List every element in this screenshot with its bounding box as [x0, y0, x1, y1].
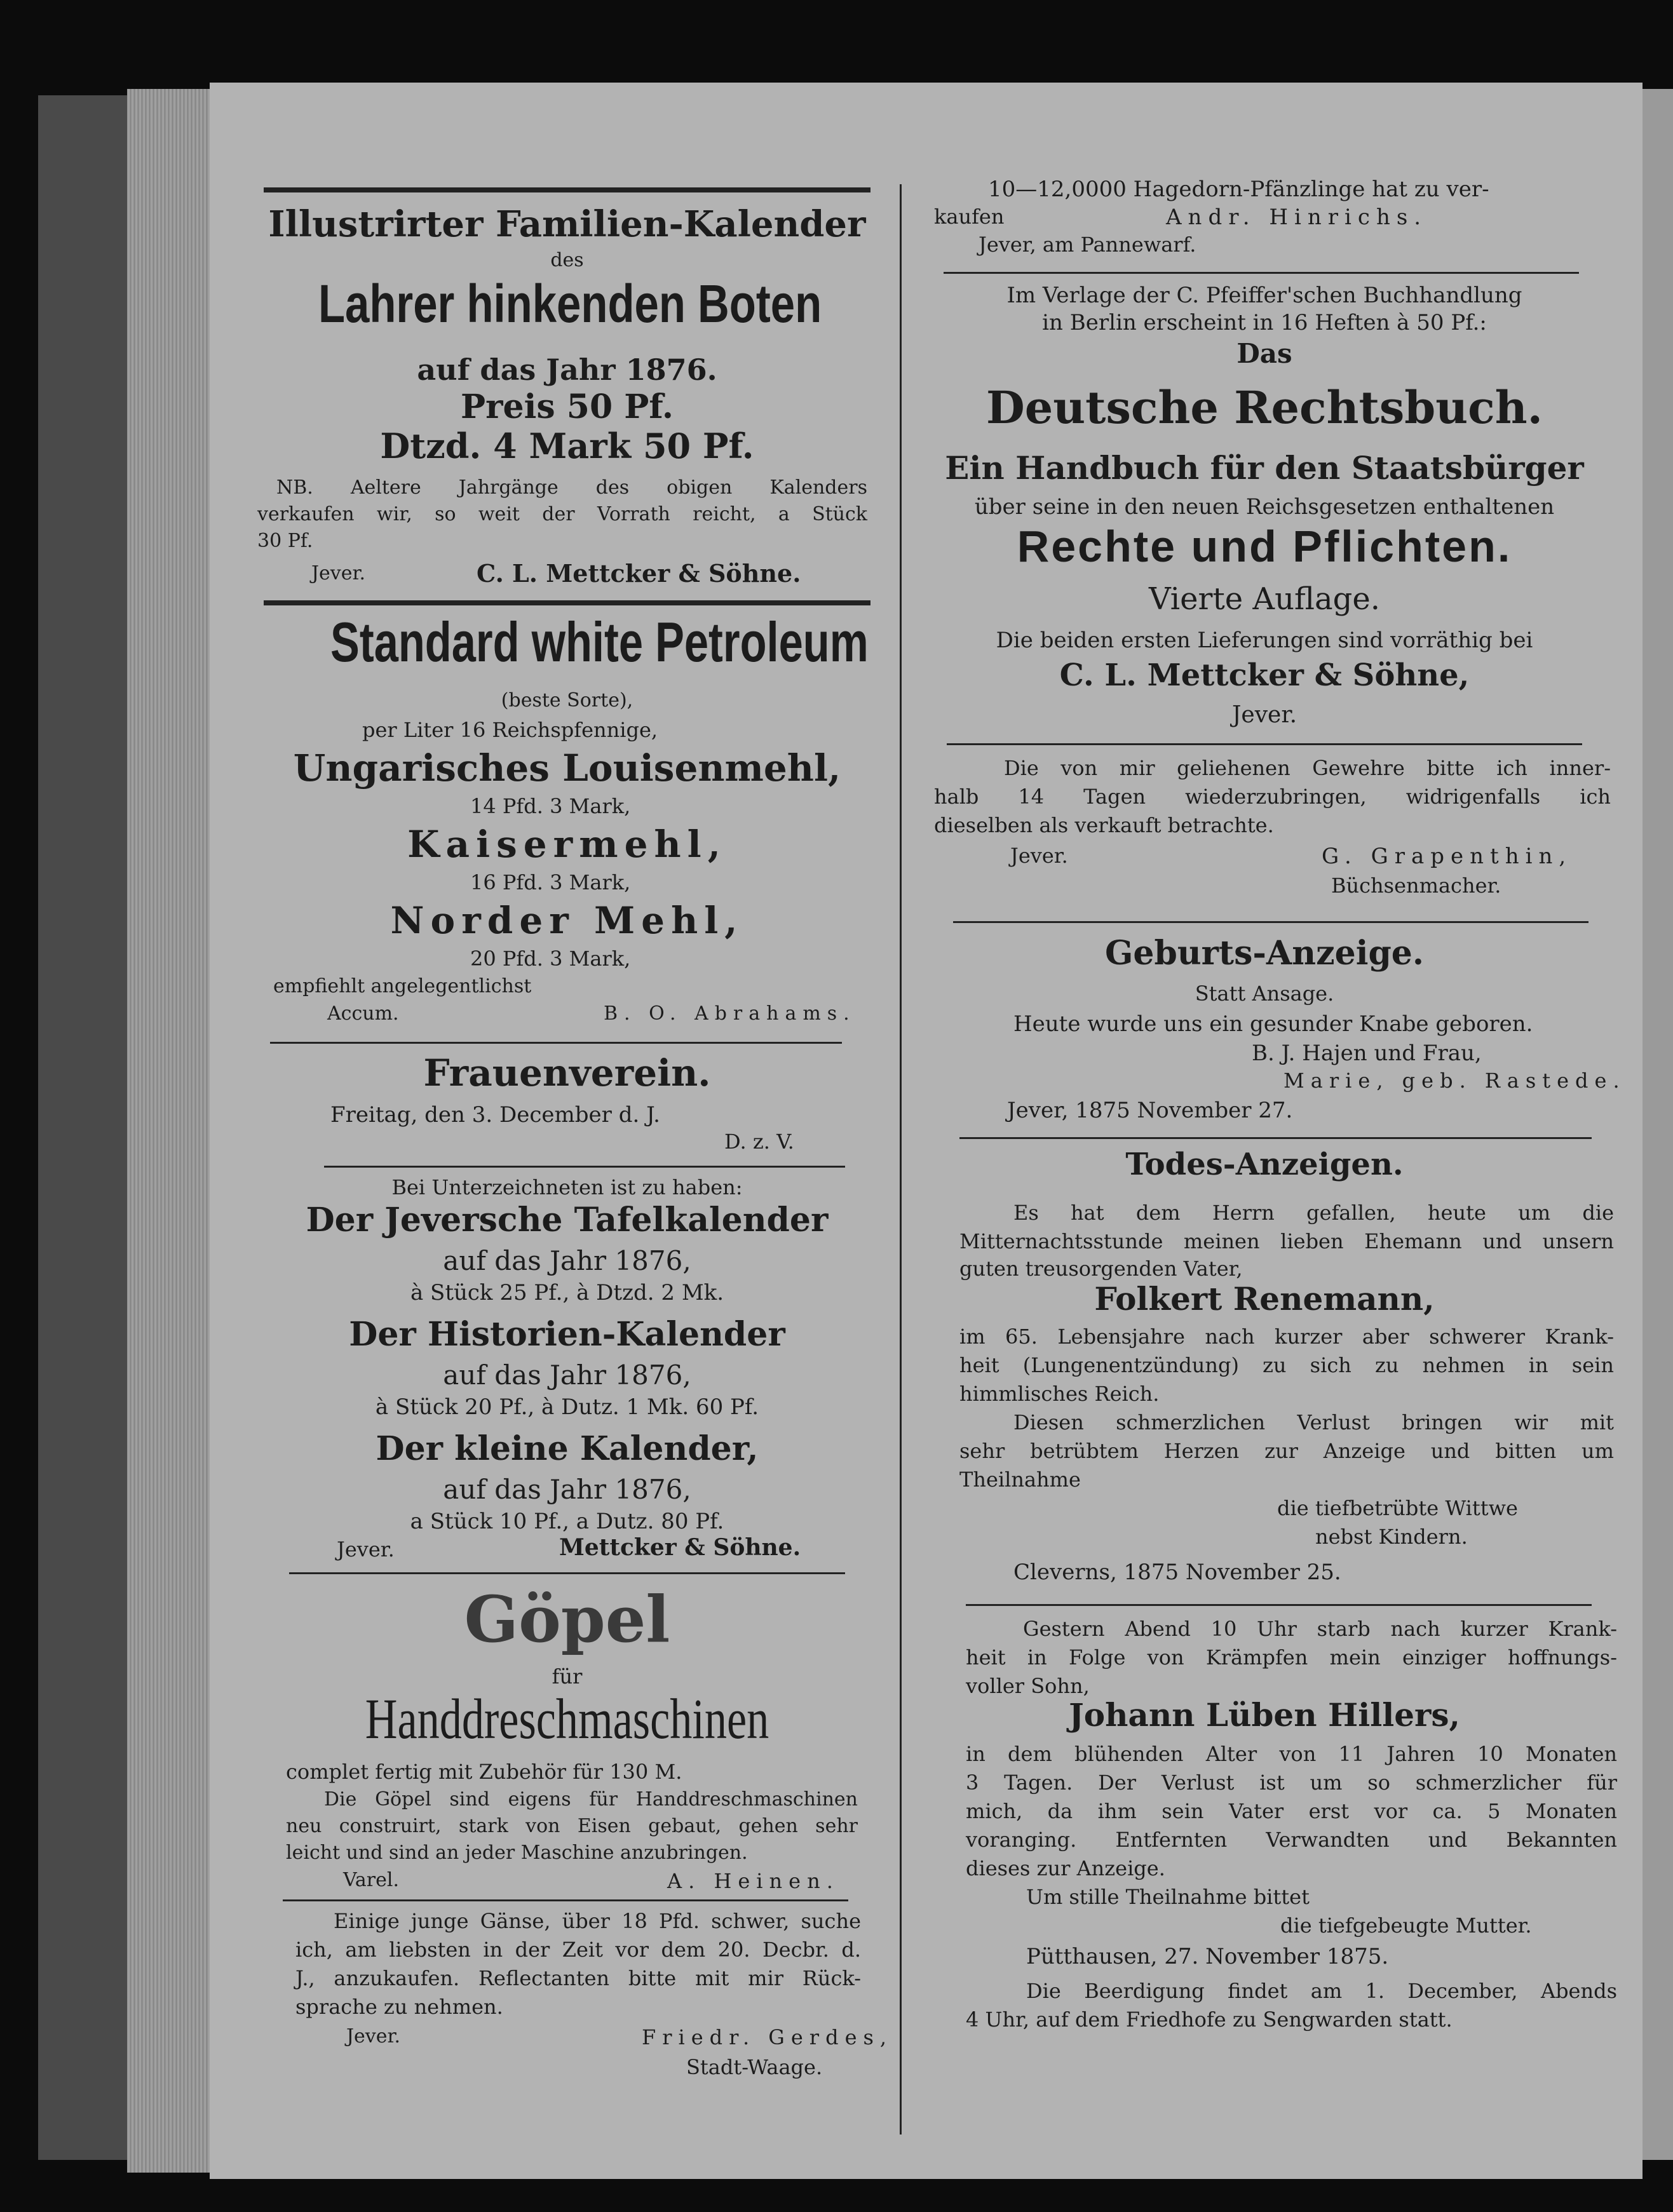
frauenverein-date: Freitag, den 3. December d. J. [330, 1102, 660, 1128]
rule-after-todes [966, 1604, 1592, 1606]
gaense-firm-1: Friedr. Gerdes, [642, 2025, 893, 2049]
todes-sign-1: die tiefbetrübte Wittwe [1277, 1496, 1518, 1520]
goepel-maschinen: Handdreschmaschinen [365, 1688, 769, 1751]
hillers-text-7: voranging. Entfernten Verwandten und Bekannten [966, 1828, 1617, 1852]
petroleum-price-2: 16 Pfd. 3 Mark, [470, 870, 631, 894]
goepel-text-3: leicht und sind an jeder Maschine anzubringen. [286, 1842, 748, 1864]
gewehre-text-1: Die von mir geliehenen Gewehre bitte ich inner- [1004, 756, 1611, 780]
petroleum-sorte: (beste Sorte), [501, 689, 633, 711]
gaense-firm-2: Stadt-Waage. [686, 2055, 823, 2079]
todes-text-8: sehr betrübtem Herzen zur Anzeige und bitten um [959, 1439, 1614, 1463]
hillers-sign: die tiefgebeugte Mutter. [1280, 1913, 1532, 1938]
hillers-text-6: mich, da ihm sein Vater erst vor ca. 5 Monaten [966, 1799, 1617, 1823]
petroleum-kaisermehl: Kaisermehl, [407, 823, 727, 866]
todes-text-2: Mitternachtsstunde meinen lieben Ehemann und unsern [959, 1229, 1614, 1253]
facing-page-edge [1643, 89, 1673, 2160]
geburt-title: Geburts-Anzeige. [1105, 934, 1424, 973]
tafel-price-1: à Stück 25 Pf., à Dtzd. 2 Mk. [410, 1280, 724, 1305]
gewehre-text-2: halb 14 Tagen wiederzubringen, widrigenfalls ich [934, 785, 1611, 809]
rule-after-hagedorn [944, 272, 1579, 274]
goepel-complet: complet fertig mit Zubehör für 130 M. [286, 1760, 682, 1784]
rechtsbuch-lieferungen: Die beiden ersten Lieferungen sind vorräthig bei [996, 628, 1533, 653]
rechtsbuch-verlag-2: in Berlin erscheint in 16 Heften à 50 Pf.: [1042, 310, 1487, 335]
hillers-text-3: voller Sohn, [966, 1674, 1090, 1698]
gaense-text-3: J., anzukaufen. Reflectanten bitte mit mir Rück- [295, 1966, 861, 1990]
column-divider [900, 184, 902, 2134]
hillers-name: Johann Lüben Hillers, [1069, 1696, 1460, 1734]
petroleum-nordermehl: Norder Mehl, [390, 899, 744, 942]
newspaper-page [210, 83, 1643, 2179]
todes-text-3: guten treusorgenden Vater, [959, 1257, 1243, 1281]
tafel-title-2: Der Historien-Kalender [349, 1315, 785, 1354]
hillers-text-4: in dem blühenden Alter von 11 Jahren 10 Monaten [966, 1742, 1617, 1766]
petroleum-louisenmehl: Ungarisches Louisenmehl, [293, 746, 841, 790]
gaense-text-2: ich, am liebsten in der Zeit vor dem 20. Decbr. d. [295, 1938, 861, 1962]
kalender-place: Jever. [311, 562, 366, 584]
hagedorn-seller: Andr. Hinrichs. [1166, 205, 1428, 230]
gaense-text-4: sprache zu nehmen. [295, 1995, 503, 2019]
todes-text-4: im 65. Lebensjahre nach kurzer aber schwerer Krank- [959, 1325, 1614, 1349]
kalender-boten: Lahrer hinkenden Boten [318, 274, 822, 334]
gaense-text-1: Einige junge Gänse, über 18 Pfd. schwer, suche [334, 1909, 861, 1933]
todes-date: Cleverns, 1875 November 25. [1013, 1560, 1341, 1585]
geburt-parents-2: Marie, geb. Rastede. [1284, 1069, 1626, 1093]
rule-after-frauenverein [324, 1166, 845, 1168]
rechtsbuch-ueber: über seine in den neuen Reichsgesetzen enthaltenen [974, 494, 1555, 520]
todes-text-5: heit (Lungenentzündung) zu sich zu nehmen in sein [959, 1353, 1614, 1377]
gewehre-firm-2: Büchsenmacher. [1331, 873, 1501, 898]
todes-text-7: Diesen schmerzlichen Verlust bringen wir mit [1013, 1410, 1614, 1434]
petroleum-title: Standard white Petroleum [330, 610, 869, 673]
tafel-price-2: à Stück 20 Pf., à Dutz. 1 Mk. 60 Pf. [375, 1394, 759, 1420]
kalender-nb-3: 30 Pf. [257, 530, 313, 552]
rechtsbuch-auflage: Vierte Auflage. [1148, 581, 1381, 617]
hillers-text-11: 4 Uhr, auf dem Friedhofe zu Sengwarden statt. [966, 2007, 1453, 2032]
frauenverein-sign: D. z. V. [724, 1130, 794, 1154]
geburt-date: Jever, 1875 November 27. [1007, 1098, 1293, 1123]
tafel-jahr-2: auf das Jahr 1876, [443, 1359, 691, 1391]
rechtsbuch-handbuch: Ein Handbuch für den Staatsbürger [945, 449, 1584, 487]
rule-after-tafel [289, 1572, 845, 1574]
rule-after-rechtsbuch [947, 743, 1582, 745]
kalender-firm: C. L. Mettcker & Söhne. [477, 559, 801, 588]
petroleum-price-3: 20 Pfd. 3 Mark, [470, 947, 631, 971]
rule-after-petroleum [270, 1042, 842, 1044]
tafel-firm: Mettcker & Söhne. [559, 1534, 801, 1561]
rule-after-gewehre [953, 921, 1588, 923]
gewehre-firm-1: G. Grapenthin, [1322, 844, 1573, 869]
kalender-nb-1: NB. Aeltere Jahrgänge des obigen Kalenders [276, 476, 867, 499]
gewehre-text-3: dieselben als verkauft betrachte. [934, 813, 1274, 837]
kalender-nb-2: verkaufen wir, so weit der Vorrath reicht, a Stück [257, 503, 867, 525]
rule-after-kalender [264, 600, 870, 605]
petroleum-empfiehlt: empfiehlt angelegentlichst [273, 975, 532, 997]
hagedorn-text-1: 10—12,0000 Hagedorn-Pfänzlinge hat zu ver- [988, 177, 1489, 202]
kalender-jahr: auf das Jahr 1876. [417, 353, 717, 387]
goepel-fuer: für [552, 1664, 583, 1689]
todes-text-6: himmlisches Reich. [959, 1382, 1160, 1406]
goepel-place: Varel. [343, 1869, 400, 1891]
todes-text-1: Es hat dem Herrn gefallen, heute um die [1013, 1201, 1614, 1225]
todes-text-9: Theilnahme [959, 1467, 1081, 1492]
hillers-text-10: Die Beerdigung findet am 1. December, Abends [1026, 1979, 1617, 2003]
geburt-parents-1: B. J. Hajen und Frau, [1252, 1041, 1482, 1066]
tafel-jahr-1: auf das Jahr 1876, [443, 1245, 691, 1276]
tafel-title-3: Der kleine Kalender, [376, 1429, 759, 1468]
rechtsbuch-rechte: Rechte und Pflichten. [1017, 522, 1512, 571]
petroleum-price-1: 14 Pfd. 3 Mark, [470, 794, 631, 818]
rule-after-geburt [959, 1137, 1592, 1139]
kalender-title: Illustrirter Familien-Kalender [268, 203, 866, 245]
hagedorn-place: Jever, am Pannewarf. [979, 233, 1196, 257]
rule-after-goepel [283, 1899, 848, 1901]
petroleum-place: Accum. [327, 1002, 399, 1025]
tafel-price-3: a Stück 10 Pf., a Dutz. 80 Pf. [410, 1509, 724, 1534]
petroleum-liter: per Liter 16 Reichspfennige, [362, 718, 658, 742]
rechtsbuch-title: Deutsche Rechtsbuch. [986, 381, 1543, 434]
book-spine [38, 95, 130, 2160]
tafel-title-1: Der Jeversche Tafelkalender [306, 1201, 829, 1239]
hillers-date: Pütthausen, 27. November 1875. [1026, 1944, 1389, 1969]
tafel-intro: Bei Unterzeichneten ist zu haben: [391, 1175, 743, 1199]
top-rule-left [264, 187, 870, 192]
hillers-text-1: Gestern Abend 10 Uhr starb nach kurzer Krank- [1023, 1617, 1617, 1641]
kalender-des: des [550, 249, 584, 271]
rechtsbuch-firm: C. L. Mettcker & Söhne, [1059, 658, 1470, 693]
rechtsbuch-das: Das [1236, 338, 1292, 369]
rechtsbuch-verlag-1: Im Verlage der C. Pfeiffer'schen Buchhandlung [1006, 283, 1522, 308]
todes-name: Folkert Renemann, [1094, 1280, 1435, 1318]
rechtsbuch-place: Jever. [1231, 702, 1297, 728]
goepel-firm: A. Heinen. [667, 1869, 839, 1893]
geburt-ansage: Statt Ansage. [1195, 981, 1334, 1006]
todes-title: Todes-Anzeigen. [1125, 1147, 1404, 1182]
hillers-text-9: Um stille Theilnahme bittet [1026, 1885, 1310, 1909]
goepel-title: Göpel [464, 1582, 670, 1657]
kalender-preis: Preis 50 Pf. [461, 388, 674, 426]
hagedorn-text-2a: kaufen [934, 205, 1005, 229]
tafel-place: Jever. [337, 1537, 395, 1561]
hillers-text-5: 3 Tagen. Der Verlust ist um so schmerzlicher für [966, 1770, 1617, 1795]
todes-sign-2: nebst Kindern. [1315, 1525, 1468, 1549]
page-edges [127, 89, 210, 2173]
gaense-place: Jever. [346, 2025, 401, 2047]
hillers-text-8: dieses zur Anzeige. [966, 1856, 1165, 1880]
petroleum-firm: B. O. Abrahams. [604, 1002, 856, 1025]
goepel-text-1: Die Göpel sind eigens für Handdreschmaschinen [324, 1788, 858, 1811]
gewehre-place: Jever. [1010, 844, 1068, 868]
kalender-dtzd: Dtzd. 4 Mark 50 Pf. [380, 426, 754, 466]
hillers-text-2: heit in Folge von Krämpfen mein einziger hoffnungs- [966, 1645, 1617, 1669]
geburt-text: Heute wurde uns ein gesunder Knabe geboren. [1013, 1011, 1533, 1037]
tafel-jahr-3: auf das Jahr 1876, [443, 1474, 691, 1505]
frauenverein-title: Frauenverein. [423, 1051, 711, 1095]
goepel-text-2: neu construirt, stark von Eisen gebaut, gehen sehr [286, 1815, 858, 1837]
